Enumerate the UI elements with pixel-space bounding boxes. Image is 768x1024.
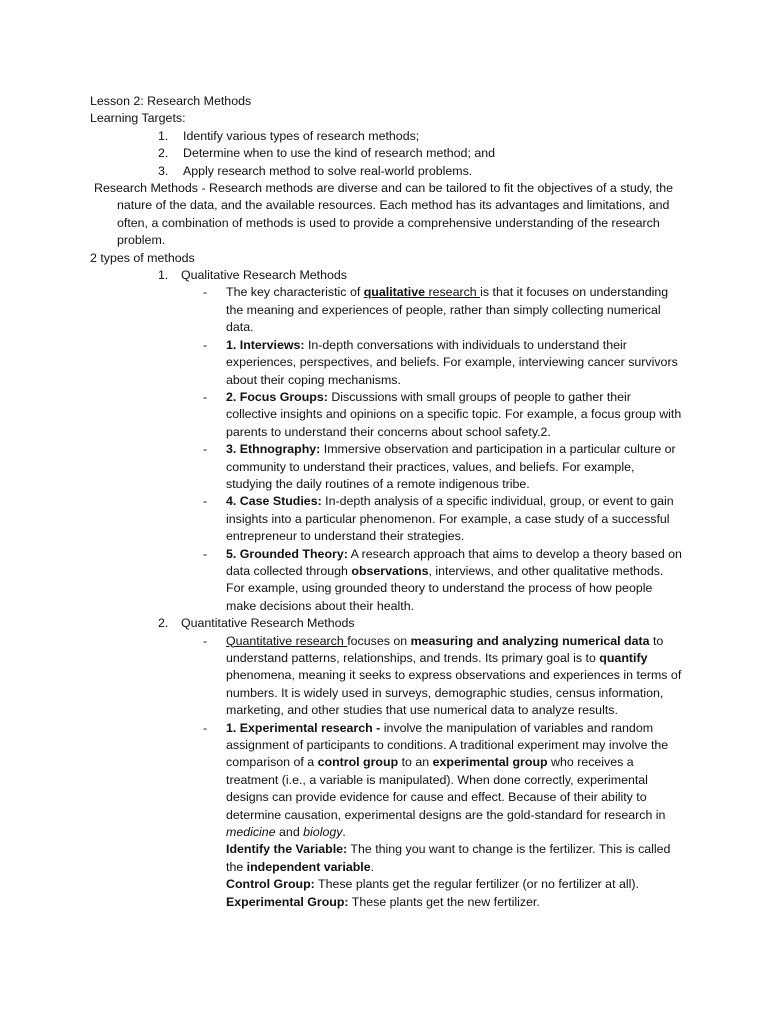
text-run: to understand patterns, relationships, and trends. Its primary goal is to [226,633,664,665]
item-text: , interviews, and other qualitative methods. For example, using grounded theory to understand the process of how people make decisions about their health. [226,563,664,613]
item-label: 4. Case Studies: [226,494,322,509]
list-item [0,284,682,336]
sub-paragraph [0,876,682,893]
italic-term: biology [303,825,343,840]
method-title: Quantitative Research Methods [181,616,355,631]
text-run: These plants get the regular fertilizer (or no fertilizer at all). [314,877,639,892]
text-run: and [275,825,304,840]
lesson-title: Lesson 2: Research Methods [90,94,252,108]
target-item [0,128,768,145]
item-text: Immersive observation and participation in a particular culture or community to understand their practices, values, and beliefs. For example, studying the daily routines of a remote indigenous tribe. [226,442,676,491]
text-run: phenomena, meaning it seeks to express observations and experiences in terms of numbers. It is widely used in surveys, demographic studies, census information, marketing, and other studies that use numerical data to analyze results. [226,668,682,718]
sub-paragraph [0,841,682,876]
dash-bullet: - [203,442,208,457]
item-text: A research approach that aims to develop a theory based on data collected through [226,546,682,578]
text-run: The key characteristic of [226,285,364,300]
types-label: 2 types of methods [90,250,195,265]
dash-bullet: - [203,720,208,735]
dash-bullet: - [203,546,208,561]
dash-bullet: - [203,389,208,404]
list-item [0,546,682,616]
list-item [0,633,682,720]
bold-term: control group [317,755,399,770]
research-term: research [425,285,481,300]
qualitative-heading [0,267,768,284]
dash-bullet: - [203,494,208,509]
target-item [0,163,768,180]
item-label: Control Group: [226,877,315,892]
item-label: 3. Ethnography: [226,442,321,457]
item-text: Discussions with small groups of people to gather their collective insights and opinions on a specific topic. For example, a focus group with parents to understand their concerns about school safety.2. [226,389,682,439]
text-run: involve the manipulation of variables and random assignment of participants to conditions. A traditional experiment may involve the comparison of a [226,720,669,770]
text-run: . [370,859,375,874]
target-text: Apply research method to solve real-world problems. [183,163,473,178]
dash-bullet: - [203,285,208,300]
italic-term: medicine [226,825,276,840]
text-run: . [342,825,346,840]
bold-term: quantify [599,651,648,665]
text-run: These plants get the new fertilizer. [348,894,540,909]
bold-term: independent variable [246,859,371,874]
document-page [0,93,768,911]
list-item [0,441,682,493]
method-title: Qualitative Research Methods [181,268,347,283]
item-label: Experimental Group: [226,894,349,909]
item-text: In-depth conversations with individuals to understand their experiences, perspectives, and beliefs. For example, interviewing cancer survivors about their coping mechanisms. [226,337,678,387]
bold-term: measuring and analyzing numerical data [410,633,650,648]
dash-bullet: - [203,337,208,352]
list-item [0,389,682,441]
learning-targets-label: Learning Targets: [90,111,186,126]
method-number: 1. [158,268,169,283]
sub-paragraph [0,894,682,911]
quantitative-term: Quantitative research [226,633,348,648]
qualitative-term: qualitative [363,285,426,300]
item-label: 1. Experimental research - [226,720,381,735]
text-run: focuses on [347,633,411,648]
text-run: who receives a treatment (i.e., a variable is manipulated). When done correctly, experimental designs can provide evidence for cause and effect. Because of their ability to determine causation, experimental designs are the gold-standard for research in [226,755,666,822]
text-run: to an [398,755,433,770]
target-number: 2. [158,146,169,161]
item-label: 1. Interviews: [226,337,305,352]
method-number: 2. [158,616,169,631]
item-label: 2. Focus Groups: [226,389,328,404]
dash-bullet: - [203,633,208,648]
text-run: The thing you want to change is the fertilizer. This is called the [226,842,671,874]
observations-term: observations [351,563,429,578]
list-item [0,720,682,842]
target-number: 1. [158,128,169,143]
target-item [0,145,768,162]
intro-paragraph: Research Methods - Research methods are diverse and can be tailored to fit the objectives of a study, the nature of the data, and the available resources. Each method has its advantages and limitations, and often, a combination of methods is used to provide a comprehensive understanding of the research problem. [94,181,674,248]
item-label: 5. Grounded Theory: [226,546,348,561]
list-item [0,493,682,545]
list-item [0,337,682,389]
item-label: Identify the Variable: [226,842,348,857]
target-number: 3. [158,163,169,178]
quantitative-heading [0,615,768,632]
item-text: In-depth analysis of a specific individual, group, or event to gain insights into a particular phenomenon. For example, a case study of a successful entrepreneur to understand their strategies. [226,494,674,544]
bold-term: experimental group [432,755,548,770]
target-text: Determine when to use the kind of research method; and [183,146,496,161]
target-text: Identify various types of research methods; [183,128,420,143]
text-run: is that it focuses on understanding the meaning and experiences of people, rather than simply collecting numerical data. [226,285,669,335]
